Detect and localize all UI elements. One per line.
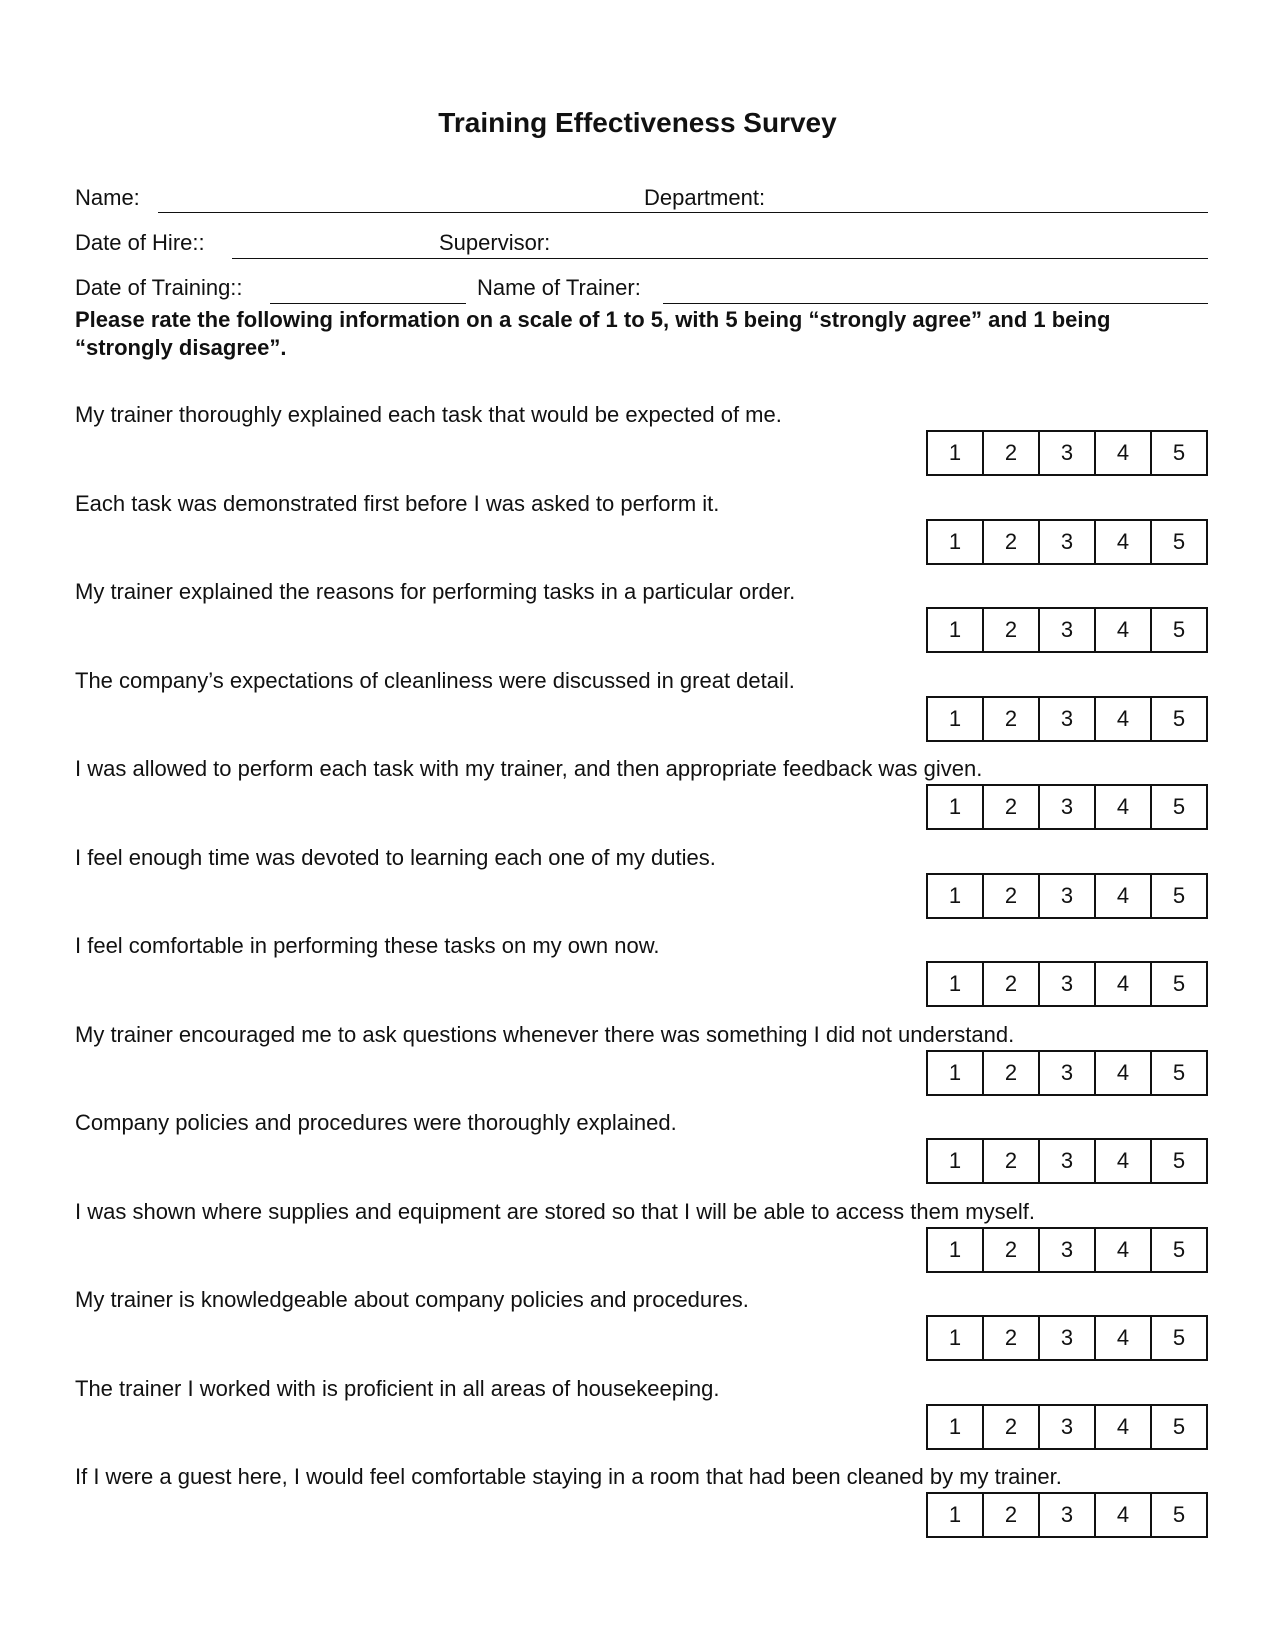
- rating-option-1[interactable]: 1: [948, 794, 962, 819]
- rating-option-4[interactable]: 4: [1094, 1140, 1150, 1182]
- rating-option-3[interactable]: 3: [1038, 875, 1094, 917]
- date-of-training-label: Date of Training::: [75, 275, 243, 300]
- hire-supervisor-field-line[interactable]: [232, 258, 1208, 259]
- rating-scale: [926, 784, 1208, 830]
- rating-option-4[interactable]: 4: [1094, 432, 1150, 474]
- rating-option-5[interactable]: 5: [1150, 698, 1206, 740]
- rating-option-2[interactable]: 2: [982, 963, 1038, 1005]
- rating-option-4[interactable]: 4: [1094, 1406, 1150, 1448]
- rating-option-4[interactable]: 4: [1094, 1052, 1150, 1094]
- rating-option-1[interactable]: 1: [948, 1413, 962, 1439]
- rating-scale: [926, 519, 1208, 565]
- question-text: I feel comfortable in performing these tasks on my own now.: [75, 933, 660, 958]
- question-text: I feel enough time was devoted to learning each one of my duties.: [75, 844, 716, 870]
- rating-option-5[interactable]: 5: [1150, 1229, 1206, 1271]
- rating-option-2[interactable]: 2: [982, 1052, 1038, 1094]
- rating-option-5[interactable]: 5: [1150, 1140, 1206, 1182]
- rating-option-1[interactable]: 1: [948, 1325, 962, 1350]
- rating-option-1[interactable]: 1: [948, 528, 962, 554]
- name-of-trainer-label: Name of Trainer:: [477, 275, 641, 300]
- rating-option-3[interactable]: 3: [1038, 786, 1094, 828]
- rating-option-3[interactable]: 3: [1038, 1494, 1094, 1536]
- rating-option-2[interactable]: 2: [982, 875, 1038, 917]
- rating-option-2[interactable]: 2: [982, 1140, 1038, 1182]
- date-of-hire-label: Date of Hire::: [75, 230, 205, 255]
- rating-option-3[interactable]: 3: [1038, 1229, 1094, 1271]
- rating-scale: [926, 1227, 1208, 1273]
- question-text: Company policies and procedures were thoroughly explained.: [75, 1110, 677, 1135]
- question-text: The trainer I worked with is proficient in all areas of housekeeping.: [75, 1375, 720, 1401]
- name-department-field-line[interactable]: [158, 212, 1208, 213]
- rating-option-1[interactable]: 1: [948, 1236, 962, 1262]
- question-text: My trainer thoroughly explained each task that would be expected of me.: [75, 402, 782, 427]
- rating-option-3[interactable]: 3: [1038, 1406, 1094, 1448]
- question-text: I was allowed to perform each task with my trainer, and then appropriate feedback was given.: [75, 756, 983, 781]
- rating-option-4[interactable]: 4: [1094, 963, 1150, 1005]
- rating-option-4[interactable]: 4: [1094, 1317, 1150, 1359]
- rating-option-1[interactable]: 1: [948, 1502, 962, 1527]
- rating-option-5[interactable]: 5: [1150, 1317, 1206, 1359]
- rating-option-3[interactable]: 3: [1038, 698, 1094, 740]
- rating-scale: [926, 430, 1208, 476]
- question-text: Each task was demonstrated first before I was asked to perform it.: [75, 490, 720, 516]
- rating-option-5[interactable]: 5: [1150, 432, 1206, 474]
- rating-option-1[interactable]: 1: [948, 705, 962, 731]
- rating-option-3[interactable]: 3: [1038, 1140, 1094, 1182]
- supervisor-label: Supervisor:: [439, 230, 551, 255]
- rating-option-2[interactable]: 2: [982, 1406, 1038, 1448]
- rating-option-4[interactable]: 4: [1094, 609, 1150, 651]
- page-title: Training Effectiveness Survey: [438, 107, 837, 138]
- question-text: My trainer explained the reasons for performing tasks in a particular order.: [75, 579, 796, 604]
- name-label: Name:: [75, 185, 140, 210]
- question-text: I was shown where supplies and equipment are stored so that I will be able to access them myself.: [75, 1198, 1035, 1224]
- rating-scale: [926, 961, 1208, 1007]
- rating-scale: [926, 1315, 1208, 1361]
- rating-scale: [926, 1404, 1208, 1450]
- rating-option-1[interactable]: 1: [948, 1059, 962, 1085]
- date-of-training-field-line[interactable]: [270, 303, 466, 304]
- rating-option-2[interactable]: 2: [982, 432, 1038, 474]
- rating-option-2[interactable]: 2: [982, 1317, 1038, 1359]
- rating-option-2[interactable]: 2: [982, 786, 1038, 828]
- rating-option-1[interactable]: 1: [948, 1148, 962, 1173]
- rating-option-2[interactable]: 2: [982, 609, 1038, 651]
- question-text: My trainer is knowledgeable about company policies and procedures.: [75, 1287, 749, 1312]
- rating-instructions: Please rate the following information on a scale of 1 to 5, with 5 being “strongly agree” and 1 being “strongly disagree”.: [75, 307, 1111, 360]
- rating-option-4[interactable]: 4: [1094, 1229, 1150, 1271]
- question-text: The company’s expectations of cleanliness were discussed in great detail.: [75, 667, 795, 693]
- rating-option-5[interactable]: 5: [1150, 963, 1206, 1005]
- rating-option-3[interactable]: 3: [1038, 1052, 1094, 1094]
- rating-scale: [926, 696, 1208, 742]
- rating-option-1[interactable]: 1: [948, 882, 962, 908]
- rating-option-4[interactable]: 4: [1094, 786, 1150, 828]
- rating-option-5[interactable]: 5: [1150, 1494, 1206, 1536]
- rating-option-4[interactable]: 4: [1094, 698, 1150, 740]
- rating-option-3[interactable]: 3: [1038, 609, 1094, 651]
- rating-scale: [926, 1138, 1208, 1184]
- rating-option-2[interactable]: 2: [982, 521, 1038, 563]
- rating-option-4[interactable]: 4: [1094, 875, 1150, 917]
- question-text: If I were a guest here, I would feel comfortable staying in a room that had been cleaned by my trainer.: [75, 1464, 1062, 1489]
- rating-scale: [926, 1492, 1208, 1538]
- question-text: My trainer encouraged me to ask questions whenever there was something I did not understand.: [75, 1021, 1015, 1047]
- rating-option-1[interactable]: 1: [948, 971, 962, 996]
- rating-option-3[interactable]: 3: [1038, 963, 1094, 1005]
- rating-option-3[interactable]: 3: [1038, 521, 1094, 563]
- rating-option-2[interactable]: 2: [982, 698, 1038, 740]
- rating-option-5[interactable]: 5: [1150, 1406, 1206, 1448]
- rating-option-3[interactable]: 3: [1038, 1317, 1094, 1359]
- rating-option-5[interactable]: 5: [1150, 1052, 1206, 1094]
- rating-option-5[interactable]: 5: [1150, 786, 1206, 828]
- rating-scale: [926, 873, 1208, 919]
- rating-option-2[interactable]: 2: [982, 1494, 1038, 1536]
- rating-scale: [926, 1050, 1208, 1096]
- rating-scale: [926, 607, 1208, 653]
- rating-option-4[interactable]: 4: [1094, 1494, 1150, 1536]
- rating-option-1[interactable]: 1: [948, 440, 962, 465]
- rating-option-5[interactable]: 5: [1150, 609, 1206, 651]
- rating-option-3[interactable]: 3: [1038, 432, 1094, 474]
- rating-option-4[interactable]: 4: [1094, 521, 1150, 563]
- rating-option-1[interactable]: 1: [948, 617, 962, 642]
- department-label: Department:: [644, 185, 766, 210]
- rating-option-5[interactable]: 5: [1150, 875, 1206, 917]
- rating-option-2[interactable]: 2: [982, 1229, 1038, 1271]
- name-of-trainer-field-line[interactable]: [663, 303, 1208, 304]
- rating-option-5[interactable]: 5: [1150, 521, 1206, 563]
